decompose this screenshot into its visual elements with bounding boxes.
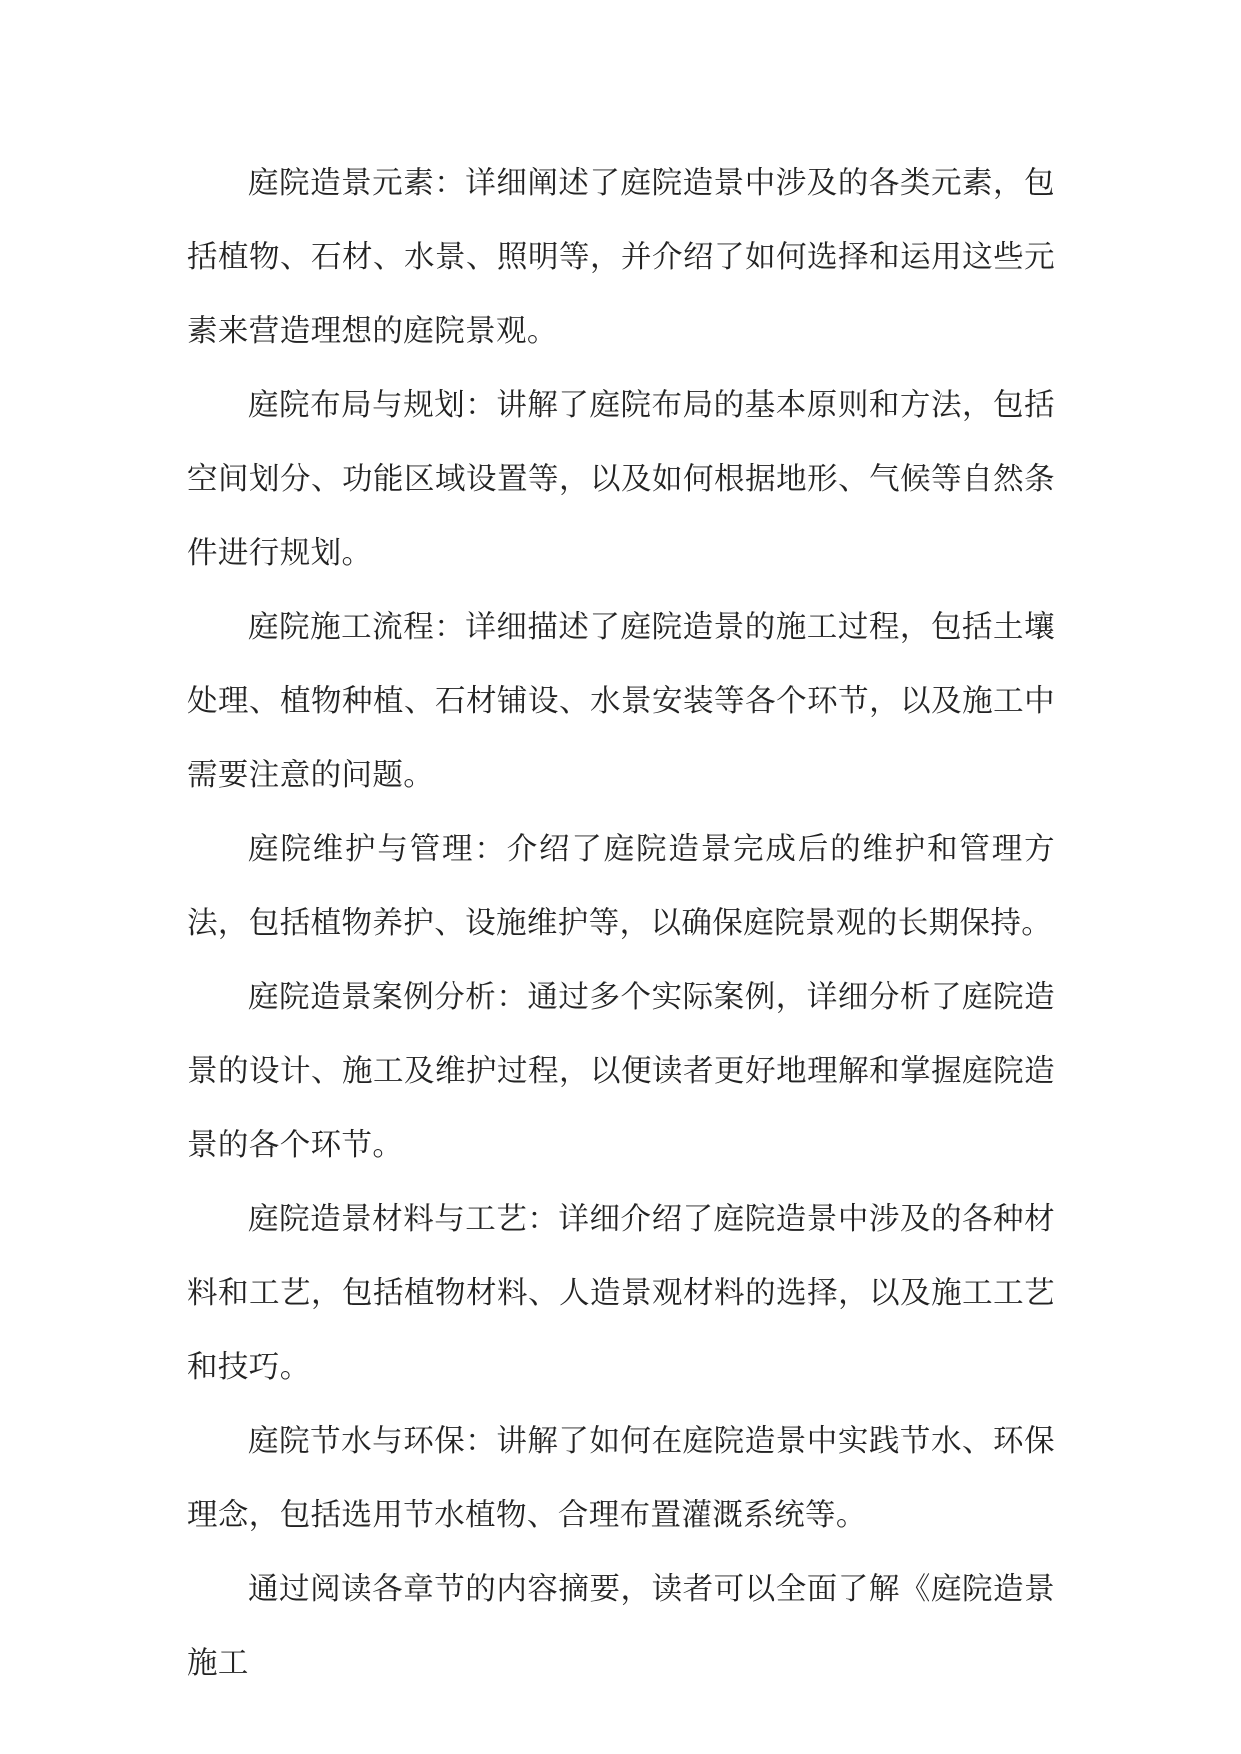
paragraph-garden-elements: 庭院造景元素：详细阐述了庭院造景中涉及的各类元素，包括植物、石材、水景、照明等，并介绍了如何选择和运用这些元素来营造理想的庭院景观。 (187, 166, 1055, 349)
document-body (187, 147, 1055, 1701)
paragraph-water-saving: 庭院节水与环保：讲解了如何在庭院造景中实践节水、环保理念，包括选用节水植物、合理布置灌溉系统等。 (187, 1424, 1055, 1533)
paragraph-summary: 通过阅读各章节的内容摘要，读者可以全面了解《庭院造景施工 (187, 1572, 1055, 1681)
paragraph-case-analysis: 庭院造景案例分析：通过多个实际案例，详细分析了庭院造景的设计、施工及维护过程，以便读者更好地理解和掌握庭院造景的各个环节。 (187, 980, 1055, 1163)
paragraph-layout-planning: 庭院布局与规划：讲解了庭院布局的基本原则和方法，包括空间划分、功能区域设置等，以及如何根据地形、气候等自然条件进行规划。 (187, 388, 1055, 571)
paragraph-materials-craft: 庭院造景材料与工艺：详细介绍了庭院造景中涉及的各种材料和工艺，包括植物材料、人造景观材料的选择，以及施工工艺和技巧。 (187, 1202, 1055, 1385)
paragraph-construction-process: 庭院施工流程：详细描述了庭院造景的施工过程，包括土壤处理、植物种植、石材铺设、水景安装等各个环节，以及施工中需要注意的问题。 (187, 610, 1055, 793)
paragraph-maintenance: 庭院维护与管理：介绍了庭院造景完成后的维护和管理方法，包括植物养护、设施维护等，以确保庭院景观的长期保持。 (187, 832, 1055, 941)
